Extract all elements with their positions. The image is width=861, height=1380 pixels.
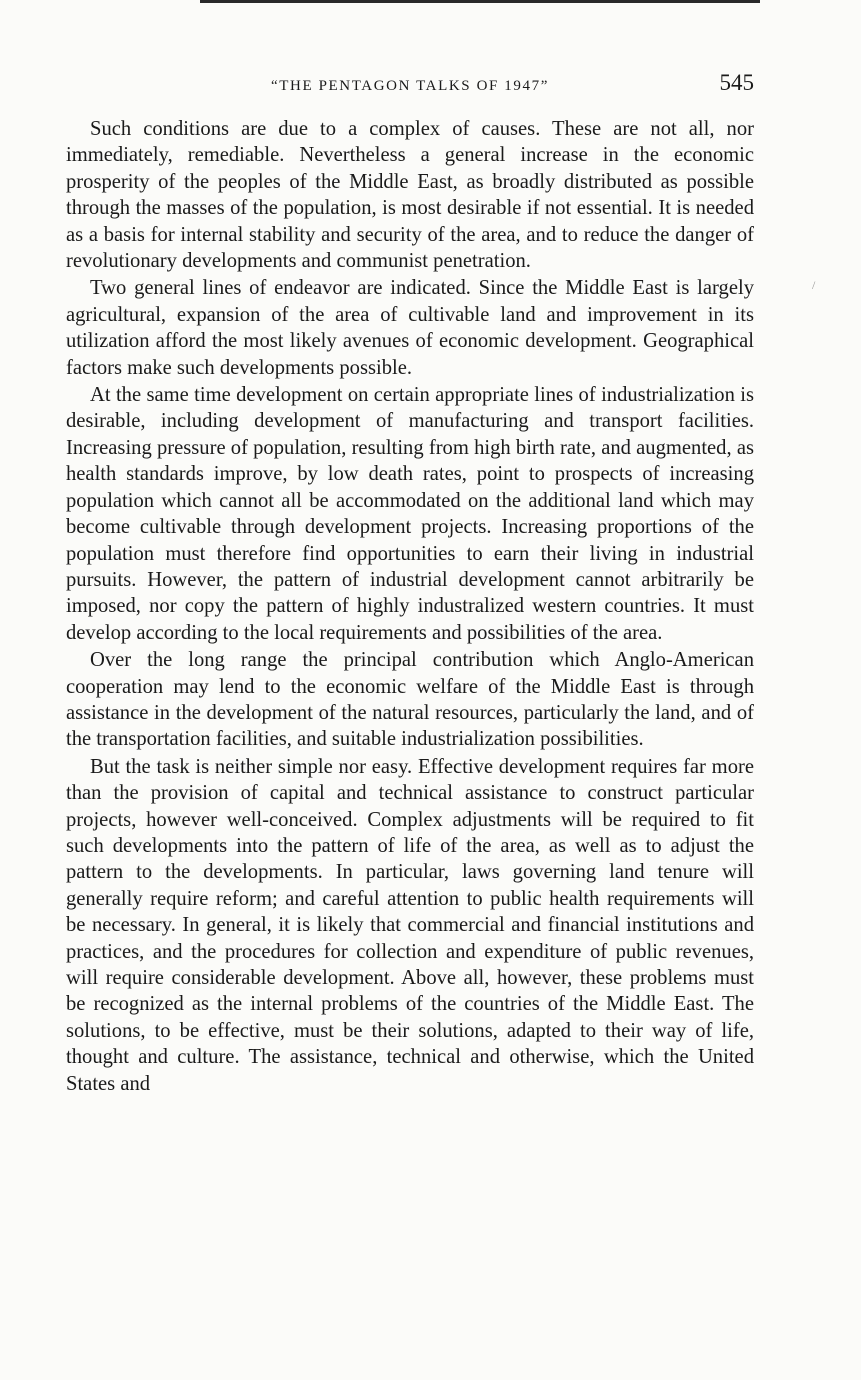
running-head (66, 70, 754, 104)
paragraph-3: At the same time development on certain appropriate lines of industrialization is desirable, including development of manufacturing and transport facilities. Increasing pressure of population, resulting from high birth rate, and augmented, as health standards improve, by low death rates, point to prospects of increasing population which cannot all be accommodated on the additional land which may become cultivable through development projects. Increasing proportions of the population must therefore find opportunities to earn their living in industrial pursuits. However, the pattern of industrial development cannot arbitrarily be imposed, nor copy the pattern of highly industralized western countries. It must develop according to the local requirements and possibilities of the area. (66, 384, 754, 644)
page-top-edge (200, 0, 760, 3)
paragraph-4: Over the long range the principal contribution which Anglo-American cooperation may lend to the economic welfare of the Middle East is through assistance in the development of the natural resources, particularly the land, and of the transportation facilities, and suitable industrialization possibilities. (66, 649, 754, 751)
body-text (66, 116, 754, 1098)
paragraph-5: But the task is neither simple nor easy. Effective development requires far more than the provision of capital and technical assistance to construct particular projects, however well-conceived. Complex adjustments will be required to fit such developments into the pattern of life of the area, as well as to adjust the pattern to the developments. In particular, laws governing land tenure will generally require reform; and careful attention to public health requirements will be necessary. In general, it is likely that commercial and financial institutions and practices, and the procedures for collection and expenditure of public revenues, will require considerable development. Above all, however, these problems must be recognized as the internal problems of the countries of the Middle East. The solutions, to be effective, must be their solutions, adapted to their way of life, thought and culture. The assistance, technical and otherwise, which the United States and (66, 755, 754, 1095)
paragraph-2: Two general lines of endeavor are indicated. Since the Middle East is largely agricultural, expansion of the area of cultivable land and improvement in its utilization afford the most likely avenues of economic development. Geographical factors make such developments possible. (66, 277, 754, 379)
page-number: 545 (719, 70, 754, 95)
margin-mark: / (812, 278, 816, 292)
running-title: “THE PENTAGON TALKS OF 1947” (271, 78, 549, 94)
paragraph-1: Such conditions are due to a complex of causes. These are not all, nor immediately, remediable. Nevertheless a general increase in the economic prosperity of the peoples of the Middle East, as broadly distributed as possible through the masses of the population, is most desirable if not essential. It is needed as a basis for internal stability and security of the area, and to reduce the danger of revolutionary developments and communist penetration. (66, 118, 754, 273)
